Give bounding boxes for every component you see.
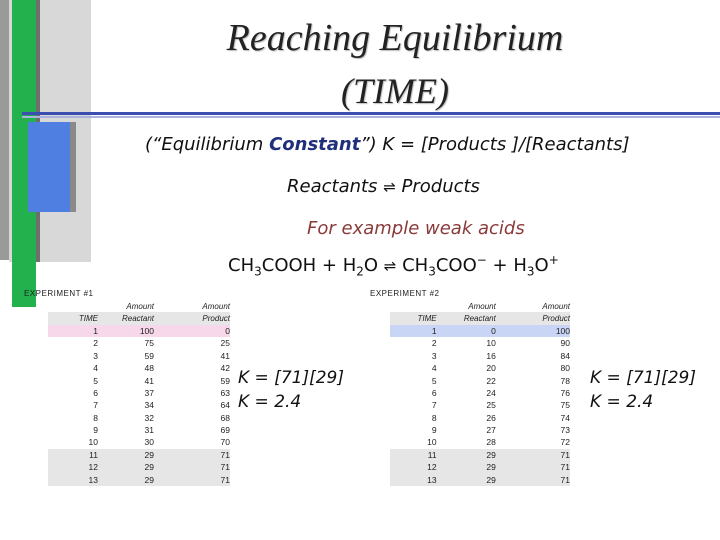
example-note: For example weak acids [307,218,525,239]
header-cell: Product [154,312,230,324]
slide-title: Reaching Equilibrium [226,17,564,59]
table-row [390,449,570,461]
table-row [48,449,230,461]
table-cell: 29 [98,461,154,473]
table-row [390,436,570,448]
table-row [390,325,570,337]
k-formula: K = [71][29] [590,368,696,388]
table-cell: 9 [93,425,98,436]
table-cell: 100 [98,325,154,337]
table-cell: 80 [560,363,570,374]
table-cell: 5 [431,375,437,386]
table-cell: 4 [93,363,98,374]
table-cell: 29 [98,473,154,485]
eq-p2b: O [534,255,549,276]
table-cell: 70 [220,437,230,448]
header-cell: Amount [202,301,230,311]
eq-r2-sub: 2 [356,264,364,279]
table-cell: 2 [431,338,437,349]
definition-prefix: (“Equilibrium [145,134,270,155]
table-cell: 48 [144,363,154,374]
header-cell: Amount [468,301,496,311]
table-cell: 41 [220,350,230,361]
table-row [48,399,230,411]
eq-r1-sub: 3 [254,264,262,279]
table-row [48,362,230,374]
table-cell: 13 [390,473,437,485]
table-cell: 11 [48,449,98,461]
table-cell: 78 [560,375,570,386]
header-cell [390,300,437,312]
table-cell: 34 [144,400,154,411]
table-cell: 42 [220,363,230,374]
table-header-row [390,312,570,324]
table-cell: 1 [48,325,98,337]
header-cell: Amount [126,301,154,311]
table-cell: 13 [48,473,98,485]
definition-line [145,134,630,155]
table-row [390,387,570,399]
header-cell [48,300,98,312]
table-cell: 11 [390,449,437,461]
header-cell: TIME [390,312,437,324]
k-formula: K = [71][29] [238,368,344,388]
eq-r2b: O [363,255,379,276]
table-row [390,461,570,473]
table-cell: 7 [431,400,437,411]
table-cell: 59 [220,375,230,386]
table-cell: 5 [93,375,98,386]
table-cell: 29 [437,461,496,473]
header-cell: Amount [542,301,570,311]
table-cell: 37 [144,387,154,398]
experiment1-k-result [238,366,344,414]
table-cell: 63 [220,387,230,398]
table-cell: 71 [496,461,570,473]
table-row [390,374,570,386]
title-rule [22,112,720,115]
reaction-right: Products [401,176,480,197]
table-cell: 6 [93,387,98,398]
table-header-row-top [390,300,570,312]
reaction-left: Reactants [287,176,378,197]
equation-arrow-icon: ⇌ [383,257,397,275]
definition-suffix: ”) K = [Products ]/[Reactants] [360,134,630,155]
header-cell: Product [496,312,570,324]
table-cell: 28 [486,437,496,448]
eq-r1b: COOH + H [261,255,357,276]
table-cell: 4 [431,363,437,374]
table-cell: 41 [144,375,154,386]
table-cell: 71 [154,461,230,473]
table-row [48,473,230,485]
table-row [390,350,570,362]
decor-bar-gray-blue-shadow [70,122,76,212]
k-value: K = 2.4 [590,392,654,412]
table-cell: 2 [93,338,98,349]
table-cell: 25 [220,338,230,349]
header-cell: TIME [48,312,98,324]
table-row [390,337,570,349]
table-cell: 16 [486,350,496,361]
table-row [48,436,230,448]
table-cell: 3 [431,350,437,361]
header-cell: Reactant [98,312,154,324]
title-rule-shadow [22,116,720,118]
table-cell: 71 [154,473,230,485]
table-cell: 24 [486,387,496,398]
table-cell: 71 [496,473,570,485]
table-cell: 0 [154,325,230,337]
table-cell: 76 [560,387,570,398]
table-cell: 29 [98,449,154,461]
table-header-row [48,312,230,324]
table-cell: 22 [486,375,496,386]
table-cell: 84 [560,350,570,361]
eq-p2-sub: 3 [526,264,535,279]
table-row [48,374,230,386]
table-cell: 12 [48,461,98,473]
table-row [48,387,230,399]
table-cell: 3 [93,350,98,361]
table-cell: 74 [560,412,570,423]
table-cell: 10 [88,437,98,448]
table-cell: 90 [560,338,570,349]
table-cell: 20 [486,363,496,374]
k-value: K = 2.4 [238,392,302,412]
table-cell: 31 [144,425,154,436]
table-row [48,325,230,337]
table-cell: 29 [437,449,496,461]
table-cell: 26 [486,412,496,423]
table-cell: 72 [560,437,570,448]
experiment1-table [48,300,230,486]
eq-p1-sub: 3 [428,264,436,279]
table-row [48,337,230,349]
experiment2-table-body [390,325,570,486]
table-row [48,461,230,473]
table-cell: 8 [93,412,98,423]
table-cell: 30 [144,437,154,448]
table-cell: 8 [431,412,437,423]
table-cell: 7 [93,400,98,411]
chemical-equation [228,253,559,279]
table-cell: 12 [390,461,437,473]
table-cell: 32 [144,412,154,423]
table-cell: 71 [496,449,570,461]
table-row [390,362,570,374]
table-cell: 10 [427,437,437,448]
equilibrium-arrow-icon: ⇌ [383,178,396,196]
experiment2-table [390,300,570,486]
table-header-row-top [48,300,230,312]
table-cell: 10 [486,338,496,349]
header-cell: Reactant [437,312,496,324]
eq-p2-sup: + [548,253,559,267]
table-cell: 69 [220,425,230,436]
table-row [48,424,230,436]
table-row [390,473,570,485]
definition-highlight: Constant [269,134,361,155]
table-row [48,412,230,424]
eq-r1a: CH [228,255,255,276]
experiment2-k-result [590,366,696,414]
table-cell: 27 [486,425,496,436]
table-row [390,412,570,424]
table-cell: 1 [390,325,437,337]
slide-subtitle: (TIME) [341,71,449,111]
table-row [390,424,570,436]
eq-plus: + H [486,255,527,276]
experiment1-label: EXPERIMENT #1 [24,289,94,298]
table-cell: 0 [437,325,496,337]
table-cell: 64 [220,400,230,411]
table-cell: 73 [560,425,570,436]
table-row [48,350,230,362]
table-cell: 59 [144,350,154,361]
experiment2-label: EXPERIMENT #2 [370,289,440,298]
table-cell: 25 [486,400,496,411]
table-cell: 75 [560,400,570,411]
eq-p1-sup: − [476,253,487,267]
eq-p1b: COO [435,255,477,276]
reaction-line [287,176,480,197]
eq-p1a: CH [402,255,429,276]
table-cell: 29 [437,473,496,485]
table-cell: 6 [431,387,437,398]
table-cell: 100 [496,325,570,337]
table-row [390,399,570,411]
table-cell: 75 [144,338,154,349]
decor-bar-blue [28,122,70,212]
table-cell: 68 [220,412,230,423]
experiment1-table-body [48,325,230,486]
table-cell: 9 [431,425,437,436]
table-cell: 71 [154,449,230,461]
